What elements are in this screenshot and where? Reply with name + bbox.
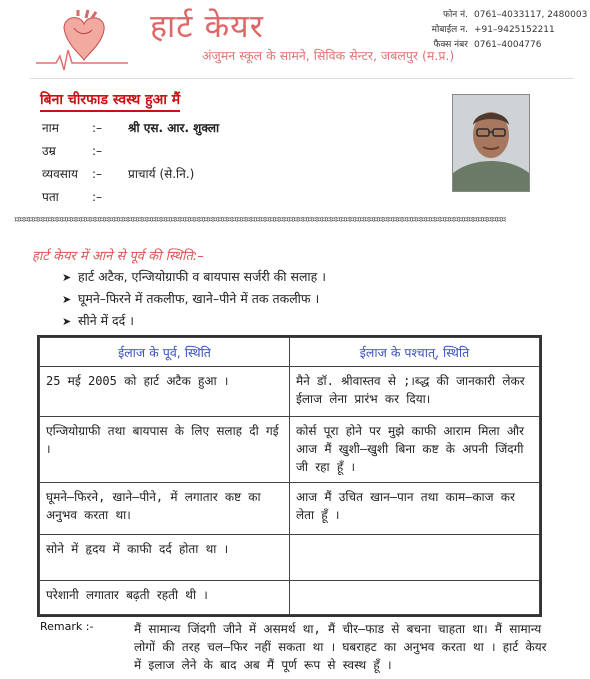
page-title: बिना चीरफाड स्वस्थ हुआ मैं [40,90,180,112]
table-cell: कोर्स पूरा होने पर मुझे काफी आराम मिला और आज मैं खुशी–खुशी बिना कष्ट के अपनी जिंदगी जी रहा हूँ । [290,417,540,483]
arrow-bullet-icon: ➤ [62,315,72,328]
contact-mobile: मोबाईल न. +91–9425152211 [431,25,555,35]
list-item: ➤ सीने में दर्द । [62,310,326,332]
table-row [40,535,540,581]
address: अंजुमन स्कूल के सामने, सिविक सेन्टर, जबलपुर (म.प्र.) [202,48,455,63]
contact-fax: फैक्स नंबर 0761–4004776 [433,40,542,50]
table-header-row [40,338,540,367]
treatment-table [37,335,542,617]
heart-logo [34,8,130,78]
header-before: ईलाज के पूर्व, स्थिति [40,338,290,367]
header-after: ईलाज के पश्चात्, स्थिति [290,338,540,367]
table-cell: आज मैं उचित खान–पान तथा काम–काज कर लेता हूँ । [290,483,540,535]
condition-list [62,266,326,332]
table-cell: 25 मई 2005 को हार्ट अटैक हुआ । [40,367,290,417]
table-row [40,483,540,535]
table-cell: परेशानी लगातार बढ़ती रहती थी । [40,581,290,615]
table-row [40,367,540,417]
table-cell: सोने में हृदय में काफी दर्द होता था । [40,535,290,581]
remark-text: मैं सामान्य जिंदगी जीने में असमर्थ था, मैं चीर–फाड से बचना चाहता था। मैं सामान्य लोगों की तरह चल–फिर नहीं सकता था । घबराहट का अनुभव करता था । हार्ट केयर में इलाज लेने के बाद अब मैं पूर्ण रूप से स्वस्थ हूँ । [134,622,547,672]
brand-name: हार्ट केयर [150,7,264,45]
remark-label: Remark :- [40,620,94,633]
contact-block [408,8,587,53]
list-item: ➤ हार्ट अटैक, एन्जियोग्राफी व बायपास सर्जरी की सलाह । [62,266,326,288]
table-row [40,581,540,615]
contact-phone: फोन नं. 0761–4033117, 2480003 [443,10,588,20]
table-cell [290,535,540,581]
table-cell [290,581,540,615]
patient-photo [452,94,530,192]
table-cell: मैने डॉ. श्रीवास्तव से ;।ब्द्ध की जानकारी लेकर ईलाज लेना प्रारंभ कर दिया। [290,367,540,417]
field-name: नाम :– श्री एस. आर. शुक्ला [42,121,220,135]
table-cell: एन्जियोग्राफी तथा बायपास के लिए सलाह दी गई । [40,417,290,483]
list-item: ➤ घूमने–फिरने में तकलीफ, खाने–पीने में तक तकलीफ । [62,288,326,310]
field-occupation: व्यवसाय :– प्राचार्य (से.नि.) [42,167,195,181]
field-address: पता :– [42,190,103,204]
arrow-bullet-icon: ➤ [62,293,72,306]
table-cell: घूमने–फिरने, खाने–पीने, में लगातार कष्ट का अनुभव करता था। [40,483,290,535]
table-row [40,417,540,483]
field-age: उम्र :– [42,144,103,158]
arrow-bullet-icon: ➤ [62,271,72,284]
section-heading: हार्ट केयर में आने से पूर्व की स्थिति:– [32,249,204,264]
decorative-divider: ¤¤¤¤¤¤¤¤¤¤¤¤¤¤¤¤¤¤¤¤¤¤¤¤¤¤¤¤¤¤¤¤¤¤¤¤¤¤¤¤¤¤¤¤¤¤¤¤¤¤¤¤¤¤¤¤¤¤¤¤¤¤¤¤¤¤¤¤¤¤¤¤¤¤¤¤¤¤¤¤¤¤¤¤¤¤¤¤¤¤¤¤¤¤¤¤¤¤¤¤¤¤¤¤ [14,215,506,225]
header-divider [30,78,574,79]
